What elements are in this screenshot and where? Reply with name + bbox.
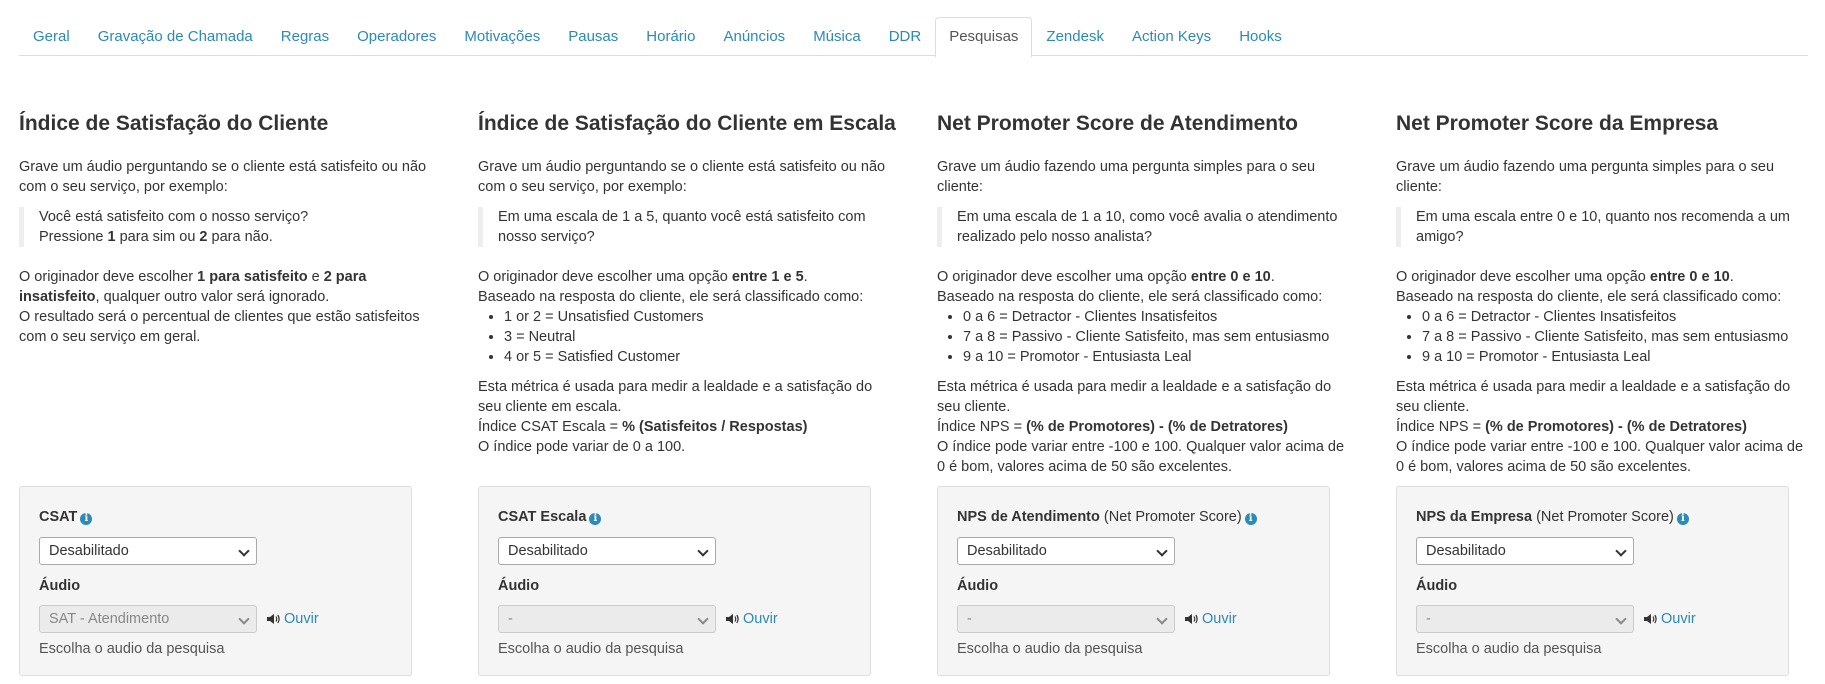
nps-company-audio-select[interactable]: - [1416, 605, 1634, 633]
list-item: • 7 a 8 = Passivo - Cliente Satisfeito, mas sem entusiasmo [1422, 327, 1812, 347]
info-icon[interactable]: i [1677, 513, 1689, 525]
tab-horario[interactable]: Horário [646, 28, 696, 45]
csat-scale-metric: Esta métrica é usada para medir a lealdade e a satisfação do seu cliente em escala. Índice CSAT Escala = % (Satisfeitos / Respostas) O índice pode variar de 0 a 100. [478, 379, 873, 455]
tab-pausas[interactable]: Pausas [568, 28, 619, 45]
chevron-down-icon [1615, 613, 1626, 624]
csat-scale-description: Grave um áudio perguntando se o cliente está satisfeito ou não com o seu serviço, por exemplo: [478, 159, 886, 195]
csat-example-quote [19, 207, 435, 247]
speaker-icon [1644, 613, 1657, 625]
csat-quote-line2: Pressione 1 para sim ou 2 para não. [39, 229, 273, 245]
nps-service-metric: Esta métrica é usada para medir a lealdade e a satisfação do seu cliente. Índice NPS = (% de Promotores) - (% de Detratores) O índice pode variar entre -100 e 100. Qualquer valor acima de 0 é bom, valores acima de 50 são excelentes. [937, 379, 1345, 475]
nps-company-listen-link[interactable]: Ouvir [1644, 611, 1696, 627]
tab-anuncios[interactable]: Anúncios [723, 28, 786, 45]
info-icon[interactable]: i [1245, 513, 1257, 525]
tab-geral[interactable]: Geral [33, 28, 70, 45]
speaker-icon [726, 613, 739, 625]
nps-company-classification-list [1396, 307, 1812, 367]
tab-gravacao-de-chamada[interactable]: Gravação de Chamada [97, 28, 253, 45]
tab-pesquisas[interactable]: Pesquisas [935, 17, 1032, 57]
csat-audio-help: Escolha o audio da pesquisa [39, 641, 225, 657]
nps-company-panel-title: NPS da Empresa (Net Promoter Score) i [1416, 507, 1788, 528]
nps-service-audio-select[interactable]: - [957, 605, 1175, 633]
list-item: • 7 a 8 = Passivo - Cliente Satisfeito, mas sem entusiasmo [963, 327, 1353, 347]
list-item: • 0 a 6 = Detractor - Clientes Insatisfeitos [1422, 307, 1812, 327]
list-item: • 9 a 10 = Promotor - Entusiasta Leal [1422, 347, 1812, 367]
csat-rule: O originador deve escolher 1 para satisfeito e 2 para insatisfeito, qualquer outro valor será ignorado. [19, 269, 367, 305]
tab-zendesk[interactable]: Zendesk [1046, 28, 1104, 45]
info-icon[interactable]: i [80, 513, 92, 525]
csat-scale-status-select[interactable]: Desabilitado [498, 537, 716, 565]
csat-scale-audio-select[interactable]: - [498, 605, 716, 633]
nps-service-title: Net Promoter Score de Atendimento [937, 112, 1298, 135]
csat-section [19, 108, 435, 347]
nps-service-rules: O originador deve escolher uma opção entre 0 e 10. Baseado na resposta do cliente, ele será classificado como: [937, 269, 1323, 305]
nps-service-status-select[interactable]: Desabilitado [957, 537, 1175, 565]
chevron-down-icon [1615, 545, 1626, 556]
csat-scale-classification-list [478, 307, 894, 367]
list-item: • 1 or 2 = Unsatisfied Customers [504, 307, 894, 327]
nps-company-audio-label: Áudio [1416, 578, 1458, 594]
tab-bar [19, 17, 1808, 56]
tab-operadores[interactable]: Operadores [357, 28, 437, 45]
nps-service-example-quote: Em uma escala de 1 a 10, como você avalia o atendimento realizado pelo nosso analista? [937, 207, 1353, 247]
nps-service-classification-list [937, 307, 1353, 367]
nps-service-section [937, 108, 1353, 477]
csat-scale-rules: O originador deve escolher uma opção entre 1 e 5. Baseado na resposta do cliente, ele será classificado como: [478, 269, 864, 305]
chevron-down-icon [1156, 613, 1167, 624]
nps-company-description: Grave um áudio fazendo uma pergunta simples para o seu cliente: [1396, 159, 1775, 195]
chevron-down-icon [1156, 545, 1167, 556]
csat-scale-listen-link[interactable]: Ouvir [726, 611, 778, 627]
nps-company-title: Net Promoter Score da Empresa [1396, 112, 1719, 135]
csat-scale-settings-panel [478, 486, 871, 676]
nps-service-audio-label: Áudio [957, 578, 999, 594]
csat-scale-audio-help: Escolha o audio da pesquisa [498, 641, 684, 657]
nps-company-rules: O originador deve escolher uma opção entre 0 e 10. Baseado na resposta do cliente, ele será classificado como: [1396, 269, 1782, 305]
csat-scale-audio-label: Áudio [498, 578, 540, 594]
nps-service-panel-title: NPS de Atendimento (Net Promoter Score) i [957, 507, 1329, 528]
nps-service-listen-link[interactable]: Ouvir [1185, 611, 1237, 627]
csat-status-select[interactable]: Desabilitado [39, 537, 257, 565]
chevron-down-icon [238, 545, 249, 556]
nps-service-audio-help: Escolha o audio da pesquisa [957, 641, 1143, 657]
csat-scale-example-quote: Em uma escala de 1 a 5, quanto você está satisfeito com nosso serviço? [478, 207, 894, 247]
list-item: • 4 or 5 = Satisfied Customer [504, 347, 894, 367]
csat-audio-label: Áudio [39, 578, 81, 594]
csat-scale-title: Índice de Satisfação do Cliente em Escala [478, 112, 896, 135]
csat-panel-title: CSAT i [39, 507, 411, 528]
speaker-icon [1185, 613, 1198, 625]
nps-service-description: Grave um áudio fazendo uma pergunta simples para o seu cliente: [937, 159, 1316, 195]
chevron-down-icon [238, 613, 249, 624]
tab-motivacoes[interactable]: Motivações [464, 28, 541, 45]
nps-company-example-quote: Em uma escala entre 0 e 10, quanto nos recomenda a um amigo? [1396, 207, 1812, 247]
nps-company-settings-panel [1396, 486, 1789, 676]
csat-quote-line1: Você está satisfeito com o nosso serviço? [39, 209, 309, 225]
csat-audio-select[interactable]: SAT - Atendimento [39, 605, 257, 633]
tab-hooks[interactable]: Hooks [1239, 28, 1282, 45]
nps-company-section [1396, 108, 1812, 477]
csat-result: O resultado será o percentual de clientes que estão satisfeitos com o seu serviço em geral. [19, 309, 420, 345]
nps-company-status-select[interactable]: Desabilitado [1416, 537, 1634, 565]
chevron-down-icon [697, 613, 708, 624]
csat-scale-section [478, 108, 894, 457]
tab-regras[interactable]: Regras [280, 28, 330, 45]
speaker-icon [267, 613, 280, 625]
tab-musica[interactable]: Música [813, 28, 861, 45]
nps-service-settings-panel [937, 486, 1330, 676]
csat-description: Grave um áudio perguntando se o cliente está satisfeito ou não com o seu serviço, por exemplo: [19, 159, 427, 195]
csat-scale-panel-title: CSAT Escala i [498, 507, 870, 528]
tab-action-keys[interactable]: Action Keys [1131, 28, 1212, 45]
csat-listen-link[interactable]: Ouvir [267, 611, 319, 627]
list-item: • 0 a 6 = Detractor - Clientes Insatisfeitos [963, 307, 1353, 327]
csat-settings-panel [19, 486, 412, 676]
csat-title: Índice de Satisfação do Cliente [19, 112, 329, 135]
list-item: • 3 = Neutral [504, 327, 894, 347]
info-icon[interactable]: i [589, 513, 601, 525]
list-item: • 9 a 10 = Promotor - Entusiasta Leal [963, 347, 1353, 367]
nps-company-audio-help: Escolha o audio da pesquisa [1416, 641, 1602, 657]
chevron-down-icon [697, 545, 708, 556]
nps-company-metric: Esta métrica é usada para medir a lealdade e a satisfação do seu cliente. Índice NPS = (% de Promotores) - (% de Detratores) O índice pode variar entre -100 e 100. Qualquer valor acima de 0 é bom, valores acima de 50 são excelentes. [1396, 379, 1804, 475]
tab-ddr[interactable]: DDR [888, 28, 922, 45]
